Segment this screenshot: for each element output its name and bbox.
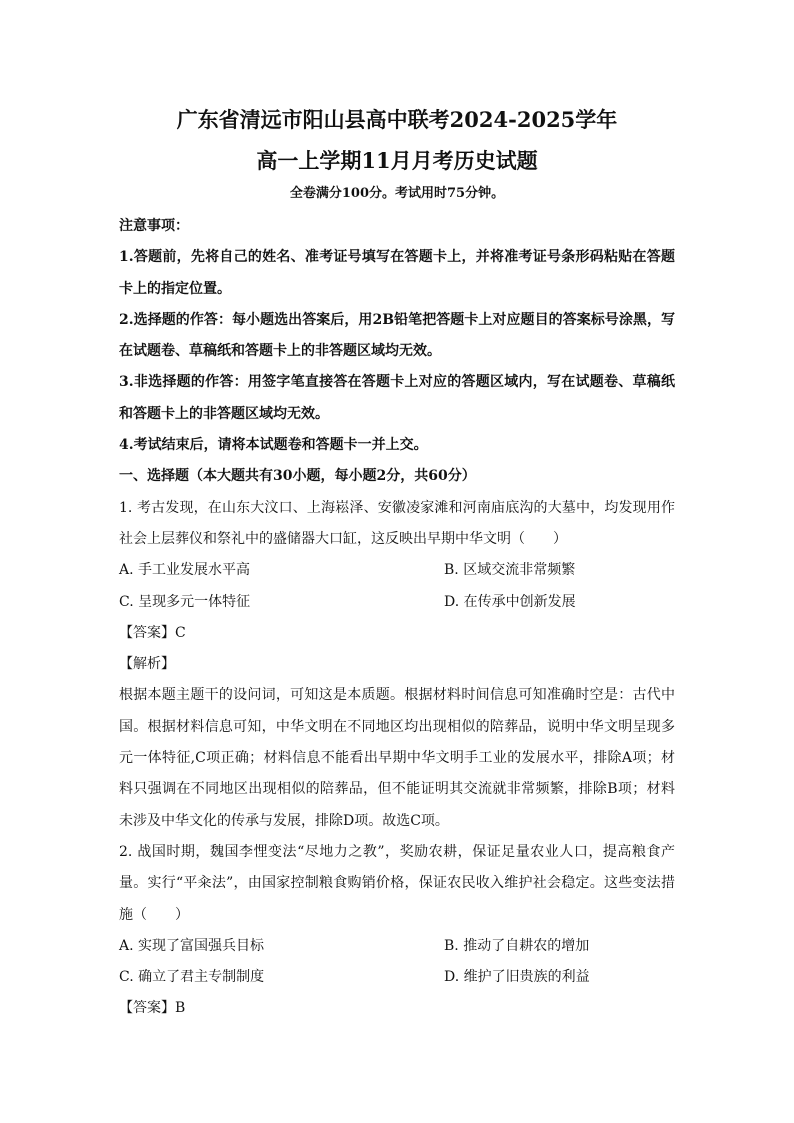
answer-label: 【答案】C <box>119 624 186 641</box>
notes-heading: 注意事项： <box>119 218 189 234</box>
option-d: D. 维护了旧贵族的利益 <box>444 969 590 986</box>
option-d: D. 在传承中创新发展 <box>444 593 576 610</box>
option-b: B. 区域交流非常频繁 <box>444 562 576 579</box>
analysis-label: 【解析】 <box>119 656 175 673</box>
question-stem: 1. 考古发现，在山东大汶口、上海崧泽、安徽凌家滩和河南庙底沟的大墓中，均发现用作社会上层葬仪和祭礼中的盛储器大口缸，这反映出早期中华文明（ ） <box>119 499 675 547</box>
analysis-text: 根据本题主题干的设问词，可知这是本质题。根据材料时间信息可知准确时空是：古代中国。根据材料信息可知，中华文明在不同地区均出现相似的陪葬品，说明中华文明呈现多元一体特征,C项正确；材料信息不能看出早期中华文明手工业的发展水平，排除A项；材料只强调在不同地区出现相似的陪葬品，但不能证明其交流就非常频繁，排除B项；材料未涉及中华文化的传承与发展，排除D项。故选C项。 <box>119 687 675 829</box>
option-grid <box>119 555 675 618</box>
answer-label: 【答案】B <box>119 1000 186 1017</box>
question-stem: 2. 战国时期，魏国李悝变法“尽地力之教”，奖励农耕，保证足量农业人口，提高粮食产量。实行“平籴法”，由国家控制粮食购销价格，保证农民收入维护社会稳定。这些变法措施（ ） <box>119 843 675 923</box>
page-title-line2: 高一上学期11月月考历史试题 <box>256 148 538 173</box>
document-page <box>119 100 675 1025</box>
section-heading: 一、选择题（本大题共有30小题，每小题2分，共60分） <box>119 468 476 485</box>
option-c: C. 呈现多元一体特征 <box>119 593 251 610</box>
note-item-2: 2.选择题的作答：每小题选出答案后，用2B铅笔把答题卡上对应题目的答案标号涂黑，写在试题卷、草稿纸和答题卡上的非答题区域均无效。 <box>119 311 675 360</box>
option-grid <box>119 931 675 994</box>
option-c: C. 确立了君主专制制度 <box>119 969 265 986</box>
notes-block <box>119 211 675 461</box>
note-item-3: 3.非选择题的作答：用签字笔直接答在答题卡上对应的答题区域内，写在试题卷、草稿纸和答题卡上的非答题区域均无效。 <box>119 374 675 422</box>
page-title-line1: 广东省清远市阳山县高中联考2024-2025学年 <box>176 107 618 132</box>
note-item-1: 1.答题前，先将自己的姓名、准考证号填写在答题卡上，并将准考证号条形码粘贴在答题卡上的指定位置。 <box>119 249 675 297</box>
note-item-4: 4.考试结束后，请将本试题卷和答题卡一并上交。 <box>119 437 428 454</box>
option-b: B. 推动了自耕农的增加 <box>444 937 590 954</box>
question-2 <box>119 837 675 1025</box>
exam-info: 全卷满分100分。考试用时75分钟。 <box>289 186 505 201</box>
question-1 <box>119 493 675 837</box>
option-a: A. 实现了富国强兵目标 <box>119 937 265 954</box>
option-a: A. 手工业发展水平高 <box>119 562 251 579</box>
